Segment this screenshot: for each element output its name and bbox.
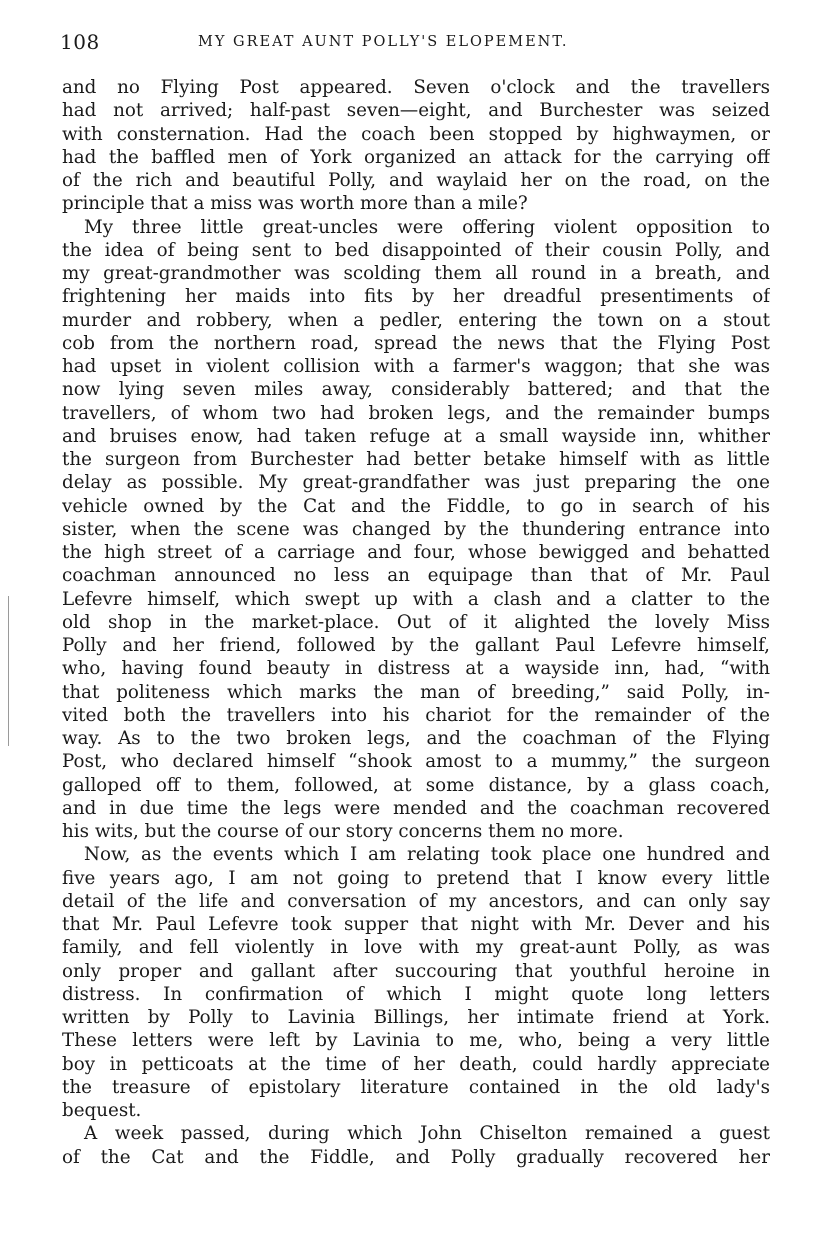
margin-scan-line (8, 596, 9, 746)
text-line: detail of the life and conversation of my ancestors, and can only say (62, 890, 770, 912)
text-line: My three little great-uncles were offering violent opposition to (84, 216, 770, 238)
text-line: galloped off to them, followed, at some distance, by a glass coach, (62, 774, 770, 796)
text-line: of the rich and beautiful Polly, and waylaid her on the road, on the (62, 170, 770, 191)
text-line: that Mr. Paul Lefevre took supper that night with Mr. Dever and his (62, 914, 770, 935)
text-line: distress. In confirmation of which I might quote long letters (62, 983, 770, 1005)
text-line: now lying seven miles away, considerably battered; and that the (62, 379, 770, 401)
text-line: my great-grandmother was scolding them all round in a breath, and (62, 263, 770, 284)
text-line: the surgeon from Burchester had better betake himself with as little (62, 449, 770, 470)
body-text (62, 76, 770, 1169)
page-header (58, 30, 768, 60)
text-line: his wits, but the course of our story concerns them no more. (62, 821, 624, 842)
text-line: travellers, of whom two had broken legs, and the remainder bumps (62, 402, 770, 424)
page-number: 108 (60, 30, 100, 54)
text-line: with consternation. Had the coach been stopped by highwaymen, or (62, 123, 770, 145)
text-line: frightening her maids into fits by her dreadful presentiments of (62, 286, 770, 308)
text-line: and no Flying Post appeared. Seven o'clock and the travellers (62, 77, 770, 98)
text-line: the high street of a carriage and four, whose bewigged and behatted (62, 542, 770, 563)
text-line: and in due time the legs were mended and the coachman recovered (62, 797, 770, 819)
text-line: A week passed, during which John Chiselton remained a guest (84, 1123, 770, 1145)
text-line: boy in petticoats at the time of her death, could hardly appreciate (62, 1053, 770, 1075)
text-line: vited both the travellers into his chariot for the remainder of the (62, 704, 770, 726)
text-line: who, having found beauty in distress at a wayside inn, had, “with (62, 658, 770, 680)
text-line: Lefevre himself, which swept up with a clash and a clatter to the (62, 588, 770, 610)
text-line: These letters were left by Lavinia to me, who, being a very little (62, 1030, 770, 1052)
text-line: murder and robbery, when a pedler, entering the town on a stout (62, 309, 770, 331)
text-line: cob from the northern road, spread the news that the Flying Post (62, 332, 770, 354)
text-line: Post, who declared himself “shook amost to a mummy,” the surgeon (62, 751, 770, 773)
text-line: bequest. (62, 1100, 142, 1121)
text-line: family, and fell violently in love with my great-aunt Polly, as was (62, 937, 770, 959)
text-line: coachman announced no less an equipage than that of Mr. Paul (62, 565, 770, 587)
text-line: and bruises enow, had taken refuge at a small wayside inn, whither (62, 425, 770, 447)
text-line: sister, when the scene was changed by the thundering entrance into (62, 518, 770, 540)
text-line: principle that a miss was worth more than a mile? (62, 193, 528, 215)
text-line: way. As to the two broken legs, and the coachman of the Flying (62, 728, 770, 749)
text-line: the treasure of epistolary literature contained in the old lady's (62, 1076, 770, 1098)
text-line: had upset in violent collision with a farmer's waggon; that she was (62, 356, 770, 377)
text-line: of the Cat and the Fiddle, and Polly gradually recovered her (62, 1146, 770, 1168)
text-line: that politeness which marks the man of breeding,” said Polly, in- (62, 681, 770, 703)
text-line: had not arrived; half-past seven—eight, and Burchester was seized (62, 100, 770, 122)
text-line: Now, as the events which I am relating took place one hundred and (84, 844, 770, 866)
running-head: MY GREAT AUNT POLLY'S ELOPEMENT. (198, 34, 569, 50)
text-line: had the baffled men of York organized an attack for the carrying off (62, 146, 770, 168)
text-line: written by Polly to Lavinia Billings, her intimate friend at York. (62, 1007, 770, 1028)
text-line: delay as possible. My great-grandfather was just preparing the one (62, 472, 770, 494)
text-line: vehicle owned by the Cat and the Fiddle, to go in search of his (62, 495, 770, 517)
text-line: the idea of being sent to bed disappointed of their cousin Polly, and (62, 239, 770, 261)
text-line: old shop in the market-place. Out of it alighted the lovely Miss (62, 611, 770, 633)
text-line: five years ago, I am not going to pretend that I know every little (62, 867, 770, 889)
text-line: only proper and gallant after succouring that youthful heroine in (62, 960, 770, 982)
text-line: Polly and her friend, followed by the gallant Paul Lefevre himself, (62, 635, 770, 656)
